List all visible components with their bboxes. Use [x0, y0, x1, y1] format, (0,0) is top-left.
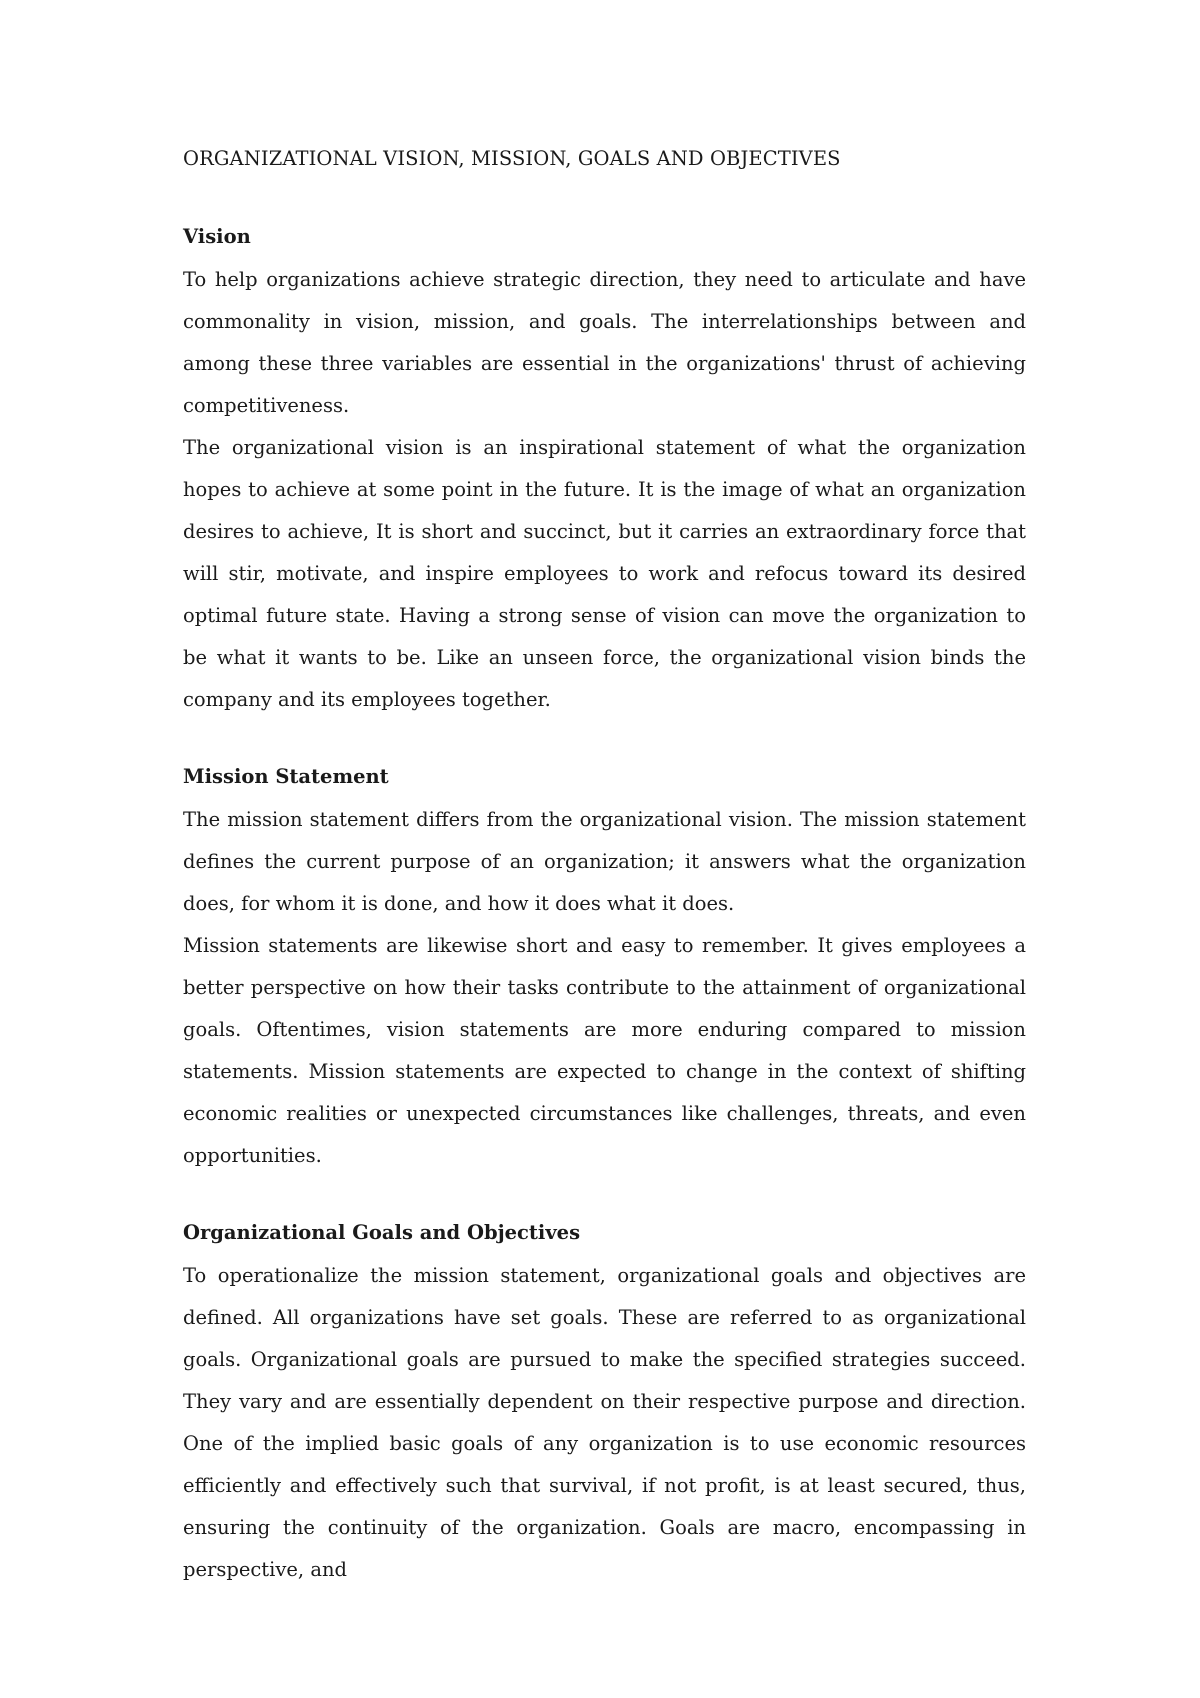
- paragraph: To help organizations achieve strategic direction, they need to articulate and have commonality in vision, mission, and goals. The interrelationships between and among these three variables are essential in the organizations' thrust of achieving competitiveness.: [183, 268, 1026, 417]
- section-vision: [183, 223, 1026, 721]
- spacer: [183, 1177, 1026, 1219]
- section-heading: Vision: [183, 225, 251, 248]
- document-title: ORGANIZATIONAL VISION, MISSION, GOALS AND OBJECTIVES: [183, 147, 841, 170]
- section-heading: Organizational Goals and Objectives: [183, 1221, 581, 1244]
- paragraph: To operationalize the mission statement, organizational goals and objectives are defined. All organizations have set goals. These are referred to as organizational goals. Organizational goals are pursued to make the specified strategies succeed. They vary and are essentially dependent on their respective purpose and direction. One of the implied basic goals of any organization is to use economic resources efficiently and effectively such that survival, if not profit, is at least secured, thus, ensuring the continuity of the organization. Goals are macro, encompassing in perspective, and: [183, 1264, 1026, 1581]
- spacer: [183, 173, 1026, 223]
- section-goals-objectives: [183, 1219, 1026, 1591]
- paragraph: The mission statement differs from the organizational vision. The mission statement defines the current purpose of an organization; it answers what the organization does, for whom it is done, and how it does what it does.: [183, 808, 1026, 915]
- paragraph: The organizational vision is an inspirational statement of what the organization hopes to achieve at some point in the future. It is the image of what an organization desires to achieve, It is short and succinct, but it carries an extraordinary force that will stir, motivate, and inspire employees to work and refocus toward its desired optimal future state. Having a strong sense of vision can move the organization to be what it wants to be. Like an unseen force, the organizational vision binds the company and its employees together.: [183, 436, 1026, 711]
- spacer: [183, 721, 1026, 763]
- paragraph: Mission statements are likewise short and easy to remember. It gives employees a better perspective on how their tasks contribute to the attainment of organizational goals. Oftentimes, vision statements are more enduring compared to mission statements. Mission statements are expected to change in the context of shifting economic realities or unexpected circumstances like challenges, threats, and even opportunities.: [183, 934, 1026, 1167]
- document-body: [183, 145, 1026, 1591]
- section-heading: Mission Statement: [183, 765, 389, 788]
- section-mission-statement: [183, 763, 1026, 1177]
